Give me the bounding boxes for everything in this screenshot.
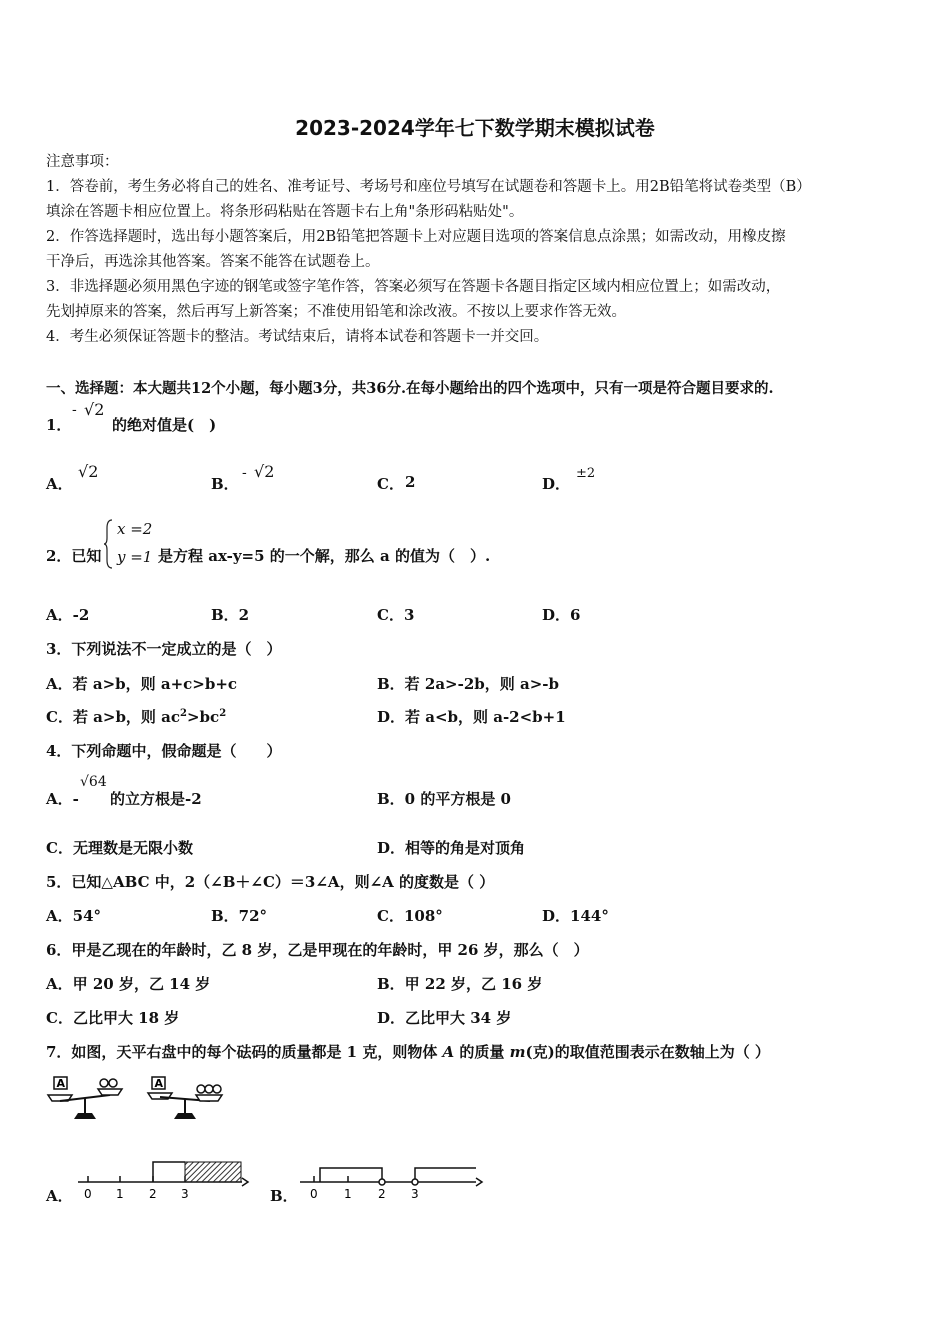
q1-option-b-neg: - bbox=[242, 465, 247, 481]
notice-line: 1．答卷前，考生务必将自己的姓名、准考证号、考场号和座位号填写在试题卷和答题卡上。用2B铅笔将试卷类型（B） bbox=[46, 179, 811, 195]
question-4-stem: 4．下列命题中，假命题是（ ） bbox=[46, 742, 282, 760]
q4-option-a-label[interactable]: A．- bbox=[46, 790, 79, 808]
q1-option-d-label[interactable]: D． bbox=[542, 475, 571, 493]
q6-option-b[interactable]: B．甲 22 岁，乙 16 岁 bbox=[377, 975, 543, 993]
tick-label: 2 bbox=[378, 1187, 386, 1201]
question-1-number: 1． bbox=[46, 416, 72, 434]
q3-exponent: 2 bbox=[219, 708, 227, 719]
q7-stem-mid: 的质量 bbox=[454, 1043, 510, 1061]
tick-label: 0 bbox=[310, 1187, 318, 1201]
q3-exponent: 2 bbox=[180, 708, 187, 719]
q7-stem-pre: 7．如图，天平右盘中的每个砝码的质量都是 1 克，则物体 bbox=[46, 1043, 443, 1061]
number-line-a bbox=[78, 1158, 248, 1202]
q3-option-a[interactable]: A．若 a>b，则 a+c>b+c bbox=[46, 675, 238, 693]
q2-option-a[interactable]: A．-2 bbox=[46, 606, 90, 624]
question-1-neg: - bbox=[72, 402, 77, 418]
q6-option-c[interactable]: C．乙比甲大 18 岁 bbox=[46, 1009, 180, 1027]
notice-line: 2．作答选择题时，选出每小题答案后，用2B铅笔把答题卡上对应题目选项的答案信息点涂黑；如需改动，用橡皮擦 bbox=[46, 229, 786, 245]
q2-option-d[interactable]: D．6 bbox=[542, 606, 581, 624]
object-label: A bbox=[56, 1077, 66, 1090]
notice-line: 先划掉原来的答案，然后再写上新答案；不准使用铅笔和涂改液。不按以上要求作答无效。 bbox=[46, 304, 626, 320]
question-1-text: 的绝对值是( ) bbox=[112, 416, 217, 434]
q7-option-a-label[interactable]: A． bbox=[46, 1187, 73, 1205]
q4-option-a-radical: √64 bbox=[80, 774, 107, 790]
q5-option-a[interactable]: A．54° bbox=[46, 907, 102, 925]
q1-option-c-label[interactable]: C． bbox=[377, 475, 404, 493]
q7-stem-mass: m bbox=[509, 1043, 526, 1061]
question-1-radical: √2 bbox=[84, 400, 105, 419]
q1-option-b-value: √2 bbox=[254, 462, 275, 481]
q7-option-b-label[interactable]: B． bbox=[270, 1187, 298, 1205]
q4-option-c[interactable]: C．无理数是无限小数 bbox=[46, 839, 193, 857]
notice-line: 干净后，再选涂其他答案。答案不能答在试题卷上。 bbox=[46, 254, 380, 270]
q4-option-a-text: 的立方根是-2 bbox=[110, 790, 202, 808]
tick-label: 3 bbox=[181, 1187, 189, 1201]
question-2-number: 2．已知 bbox=[46, 547, 102, 565]
q2-option-c[interactable]: C．3 bbox=[377, 606, 415, 624]
q3-option-b[interactable]: B．若 2a>-2b，则 a>-b bbox=[377, 675, 559, 693]
q3-option-c[interactable] bbox=[46, 706, 226, 727]
question-5-stem: 5．已知△ABC 中，2（∠B＋∠C）＝3∠A，则∠A 的度数是（ ） bbox=[46, 873, 495, 891]
question-7-stem bbox=[46, 1041, 770, 1062]
number-line-b bbox=[300, 1158, 485, 1202]
q5-option-d[interactable]: D．144° bbox=[542, 907, 609, 925]
q1-option-d-value: ±2 bbox=[576, 466, 596, 481]
q3-option-c-mid: >bc bbox=[186, 708, 220, 726]
tick-label: 0 bbox=[84, 1187, 92, 1201]
q6-option-a[interactable]: A．甲 20 岁，乙 14 岁 bbox=[46, 975, 211, 993]
tick-label: 1 bbox=[344, 1187, 352, 1201]
q6-option-d[interactable]: D．乙比甲大 34 岁 bbox=[377, 1009, 512, 1027]
notice-section bbox=[46, 150, 906, 350]
balance-scale-figure-1 bbox=[46, 1075, 126, 1125]
section-heading: 一、选择题：本大题共12个小题，每小题3分，共36分.在每小题给出的四个选项中，只有一项是符合题目要求的. bbox=[46, 380, 774, 397]
tick-label: 2 bbox=[149, 1187, 157, 1201]
system-equation-2: y =1 bbox=[117, 548, 153, 566]
question-3-stem: 3．下列说法不一定成立的是（ ） bbox=[46, 640, 282, 658]
q5-option-b[interactable]: B．72° bbox=[211, 907, 268, 925]
page-title: 2023-2024学年七下数学期末模拟试卷 bbox=[295, 116, 655, 140]
notice-line: 3．非选择题必须用黑色字迹的钢笔或签字笔作答，答案必须写在答题卡各题目指定区域内相应位置上；如需改动， bbox=[46, 279, 781, 295]
system-brace bbox=[104, 518, 114, 570]
q1-option-b-label[interactable]: B． bbox=[211, 475, 239, 493]
balance-scale-figure-2 bbox=[146, 1075, 226, 1125]
q3-option-c-pre: C．若 a>b，则 ac bbox=[46, 708, 181, 726]
tick-label: 3 bbox=[411, 1187, 419, 1201]
q7-stem-post: (克)的取值范围表示在数轴上为（ ） bbox=[525, 1043, 770, 1061]
notice-heading: 注意事项： bbox=[46, 154, 119, 170]
notice-line: 4．考生必须保证答题卡的整洁。考试结束后，请将本试卷和答题卡一并交回。 bbox=[46, 329, 549, 345]
q1-option-a-value: √2 bbox=[78, 462, 99, 481]
q4-option-d[interactable]: D．相等的角是对顶角 bbox=[377, 839, 526, 857]
tick-label: 1 bbox=[116, 1187, 124, 1201]
q7-stem-object: A bbox=[442, 1043, 455, 1061]
question-2-text: 是方程 ax-y=5 的一个解，那么 a 的值为（ ）. bbox=[158, 547, 491, 565]
q1-option-a-label[interactable]: A． bbox=[46, 475, 73, 493]
object-label: A bbox=[154, 1077, 164, 1090]
q5-option-c[interactable]: C．108° bbox=[377, 907, 443, 925]
q2-option-b[interactable]: B．2 bbox=[211, 606, 250, 624]
system-equation-1: x =2 bbox=[117, 520, 153, 538]
notice-line: 填涂在答题卡相应位置上。将条形码粘贴在答题卡右上角"条形码粘贴处"。 bbox=[46, 204, 524, 220]
q3-option-d[interactable]: D．若 a<b，则 a-2<b+1 bbox=[377, 708, 566, 726]
q1-option-c-value: 2 bbox=[405, 473, 416, 491]
q4-option-b[interactable]: B．0 的平方根是 0 bbox=[377, 790, 511, 808]
question-6-stem: 6．甲是乙现在的年龄时，乙 8 岁，乙是甲现在的年龄时，甲 26 岁，那么（ ） bbox=[46, 941, 589, 959]
